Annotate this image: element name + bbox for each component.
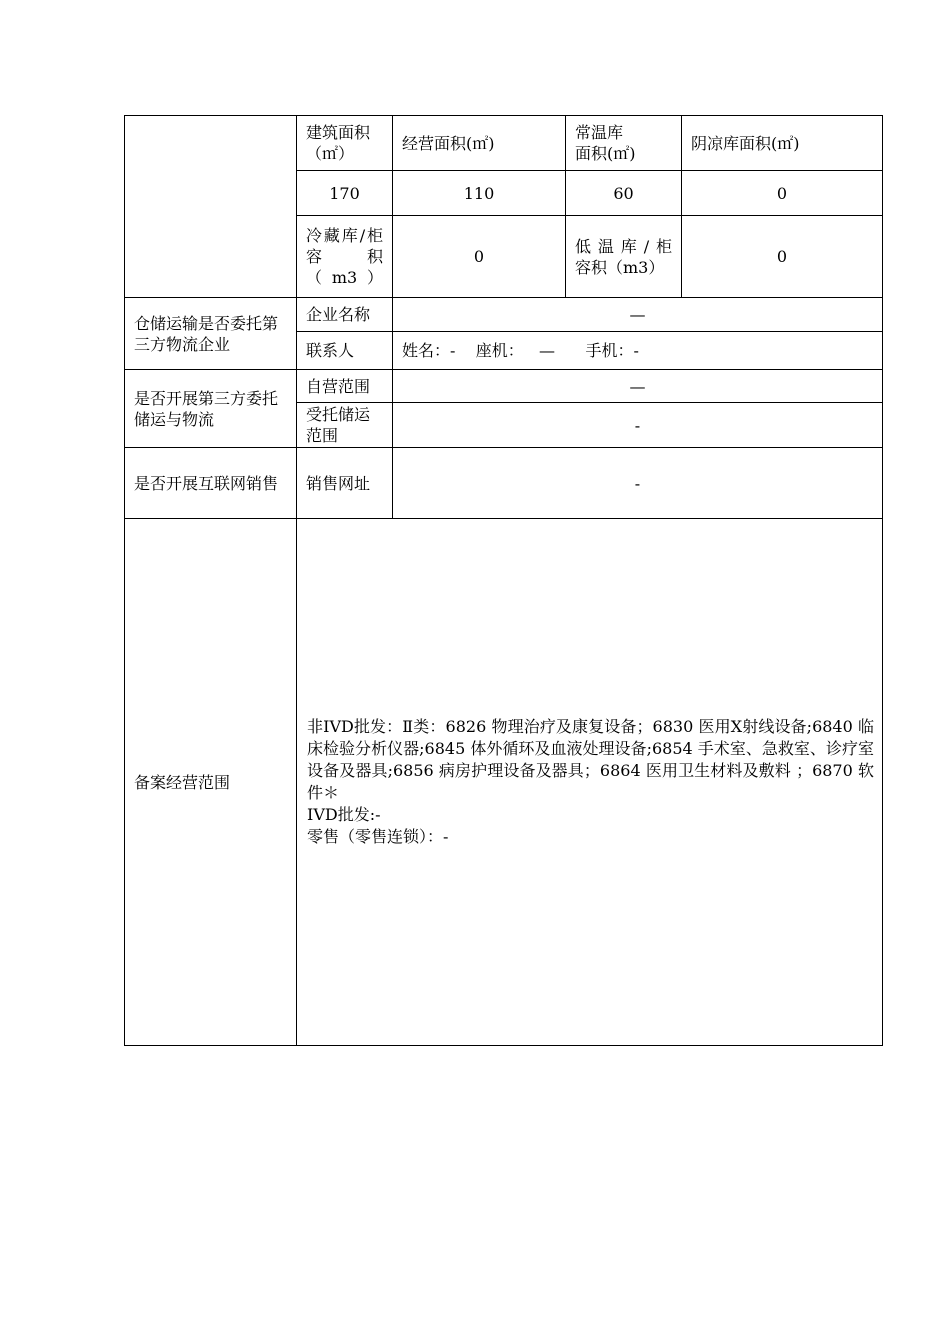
normal-temp-area-header: 常温库 面积(㎡) [566, 116, 682, 171]
entrusted-scope-value: - [393, 403, 883, 448]
building-area-header: 建筑面积（㎡） [297, 116, 393, 171]
filing-scope-content [297, 519, 883, 1046]
cool-storage-area-value: 0 [682, 171, 883, 216]
logistics-company-row [125, 298, 883, 332]
self-scope-value: — [393, 370, 883, 403]
ivd-scope: IVD批发:- [307, 805, 381, 824]
sales-url-label: 销售网址 [297, 448, 393, 519]
filing-scope-row [125, 519, 883, 1046]
entrusted-scope-label: 受托储运范围 [297, 403, 393, 448]
sales-url-value: - [393, 448, 883, 519]
filing-scope-label: 备案经营范围 [125, 519, 297, 1046]
company-name-label: 企业名称 [297, 298, 393, 332]
self-scope-row [125, 370, 883, 403]
retail-scope: 零售（零售连锁）：- [307, 827, 449, 846]
cold-storage-value: 0 [393, 216, 566, 298]
low-temp-storage-label: 低温库/柜 容积（m3） [566, 216, 682, 298]
service-question: 是否开展第三方委托储运与物流 [125, 370, 297, 448]
building-area-value: 170 [297, 171, 393, 216]
cold-storage-label: 冷藏库/柜容积（m3） [297, 216, 393, 298]
operating-area-value: 110 [393, 171, 566, 216]
area-header-row [125, 116, 883, 171]
non-ivd-scope: 非IVD批发：Ⅱ类：6826 物理治疗及康复设备；6830 医用X射线设备;6840 临床检验分析仪器;6845 体外循环及血液处理设备;6854 手术室、急救室、诊疗室设备及器具;6856 病房护理设备及器具；6864 医用卫生材料及敷料 ；6870 软件＊ [307, 717, 874, 802]
contact-label: 联系人 [297, 332, 393, 370]
contact-value: 姓名：- 座机： — 手机：- [393, 332, 883, 370]
internet-sales-row [125, 448, 883, 519]
low-temp-storage-value: 0 [682, 216, 883, 298]
logistics-question: 仓储运输是否委托第三方物流企业 [125, 298, 297, 370]
company-name-value: — [393, 298, 883, 332]
self-scope-label: 自营范围 [297, 370, 393, 403]
filing-form-table [124, 115, 883, 1046]
internet-sales-question: 是否开展互联网销售 [125, 448, 297, 519]
normal-temp-area-value: 60 [566, 171, 682, 216]
blank-label-cell [125, 116, 297, 298]
operating-area-header: 经营面积(㎡) [393, 116, 566, 171]
cool-storage-area-header: 阴凉库面积(㎡) [682, 116, 883, 171]
